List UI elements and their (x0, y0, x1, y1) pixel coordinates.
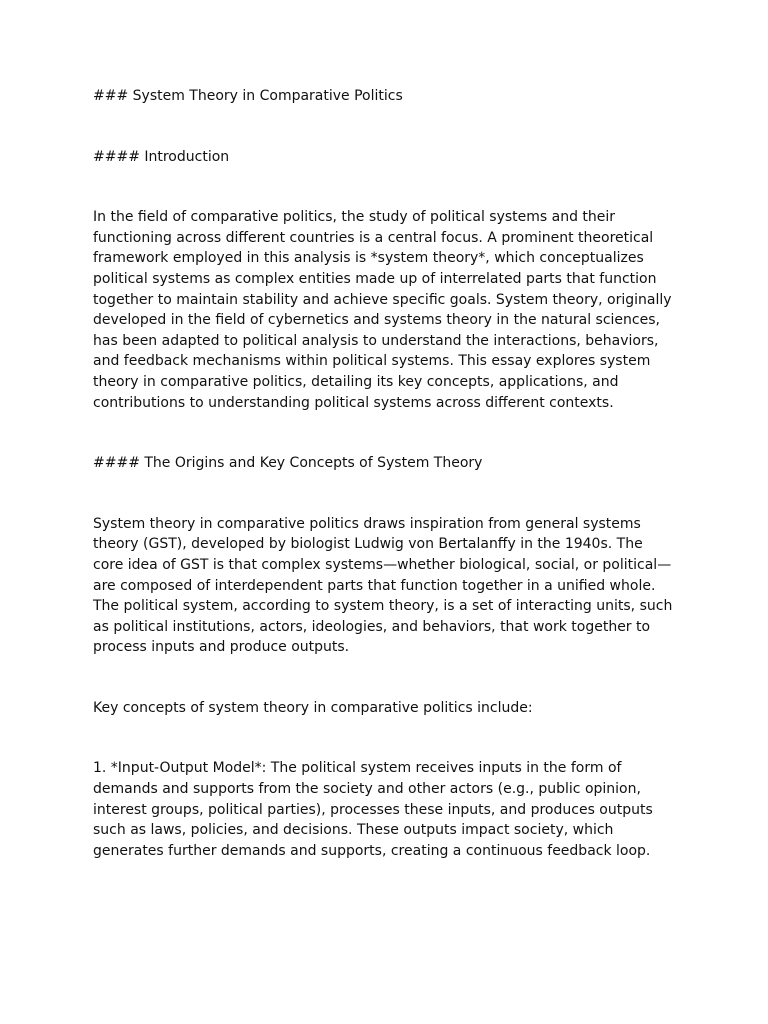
document-body (93, 86, 675, 901)
introduction-paragraph: In the field of comparative politics, the study of political systems and their functioning across different countries is a central focus. A prominent theoretical framework employed in this analysis is *system theory*, which conceptualizes political systems as complex entities made up of interrelated parts that function together to maintain stability and achieve specific goals. System theory, originally developed in the field of cybernetics and systems theory in the natural sciences, has been adapted to political analysis to understand the interactions, behaviors, and feedback mechanisms within political systems. This essay explores system theory in comparative politics, detailing its key concepts, applications, and contributions to understanding political systems across different contexts. (93, 209, 672, 411)
origins-list-item-1: 1. *Input-Output Model*: The political system receives inputs in the form of demands and supports from the society and other actors (e.g., public opinion, interest groups, political parties), processes these inputs, and produces outputs such as laws, policies, and decisions. These outputs impact society, which generates further demands and supports, creating a continuous feedback loop. (93, 760, 653, 859)
origins-paragraph-1: System theory in comparative politics draws inspiration from general systems theory (GST), developed by biologist Ludwig von Bertalanffy in the 1940s. The core idea of GST is that complex systems—whether biological, social, or political—are composed of interdependent parts that function together in a unified whole. The political system, according to system theory, is a set of interacting units, such as political institutions, actors, ideologies, and behaviors, that work together to process inputs and produce outputs. (93, 515, 673, 656)
section-heading-origins: #### The Origins and Key Concepts of System Theory (93, 455, 483, 472)
section-heading-introduction: #### Introduction (93, 148, 230, 165)
document-title: ### System Theory in Comparative Politics (93, 88, 403, 104)
origins-paragraph-2: Key concepts of system theory in comparative politics include: (93, 699, 533, 716)
